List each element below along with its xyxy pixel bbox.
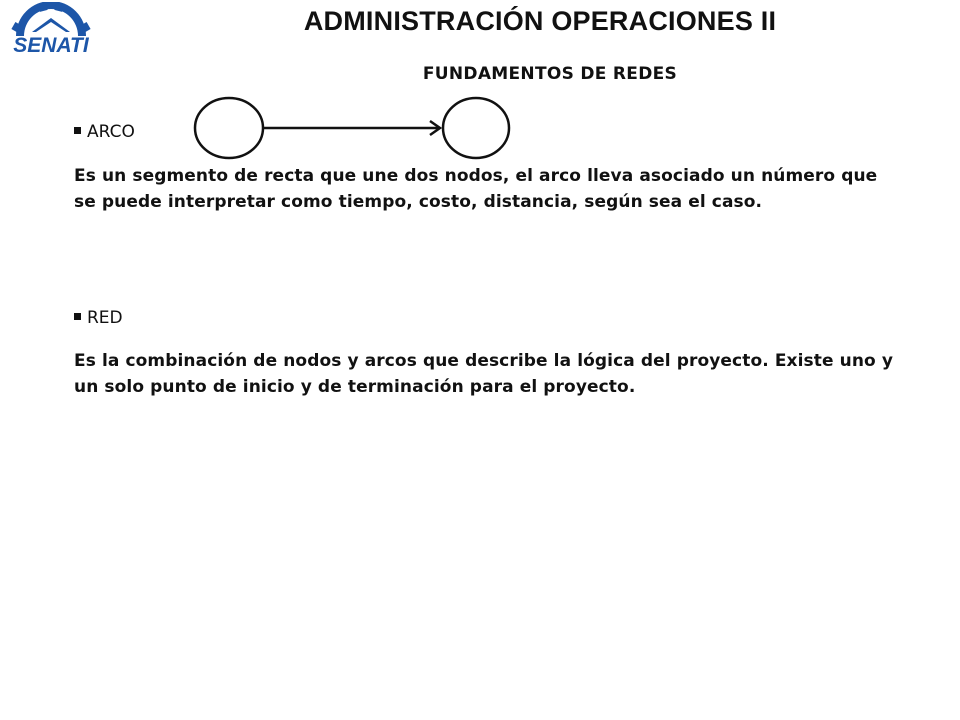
section-heading-label: ARCO <box>87 122 135 142</box>
page-subtitle: FUNDAMENTOS DE REDES <box>422 64 678 84</box>
page-title: ADMINISTRACIÓN OPERACIONES II <box>303 6 777 36</box>
section-body-red: Es la combinación de nodos y arcos que describe la lógica del proyecto. Existe uno y un solo punto de inicio y de terminación para el proyecto. <box>74 351 894 397</box>
logo-wordmark: SENATI <box>13 34 89 57</box>
bullet-square-icon <box>74 127 81 134</box>
section-heading-red <box>74 308 123 328</box>
section-heading-label: RED <box>87 308 123 328</box>
node-end <box>443 98 509 158</box>
senati-logo <box>2 2 100 60</box>
section-heading-arco <box>74 122 135 142</box>
node-start <box>195 98 263 158</box>
bullet-square-icon <box>74 313 81 320</box>
section-body-arco: Es un segmento de recta que une dos nodos, el arco lleva asociado un número que se puede interpretar como tiempo, costo, distancia, según sea el caso. <box>74 166 878 212</box>
arc-diagram <box>190 96 520 160</box>
